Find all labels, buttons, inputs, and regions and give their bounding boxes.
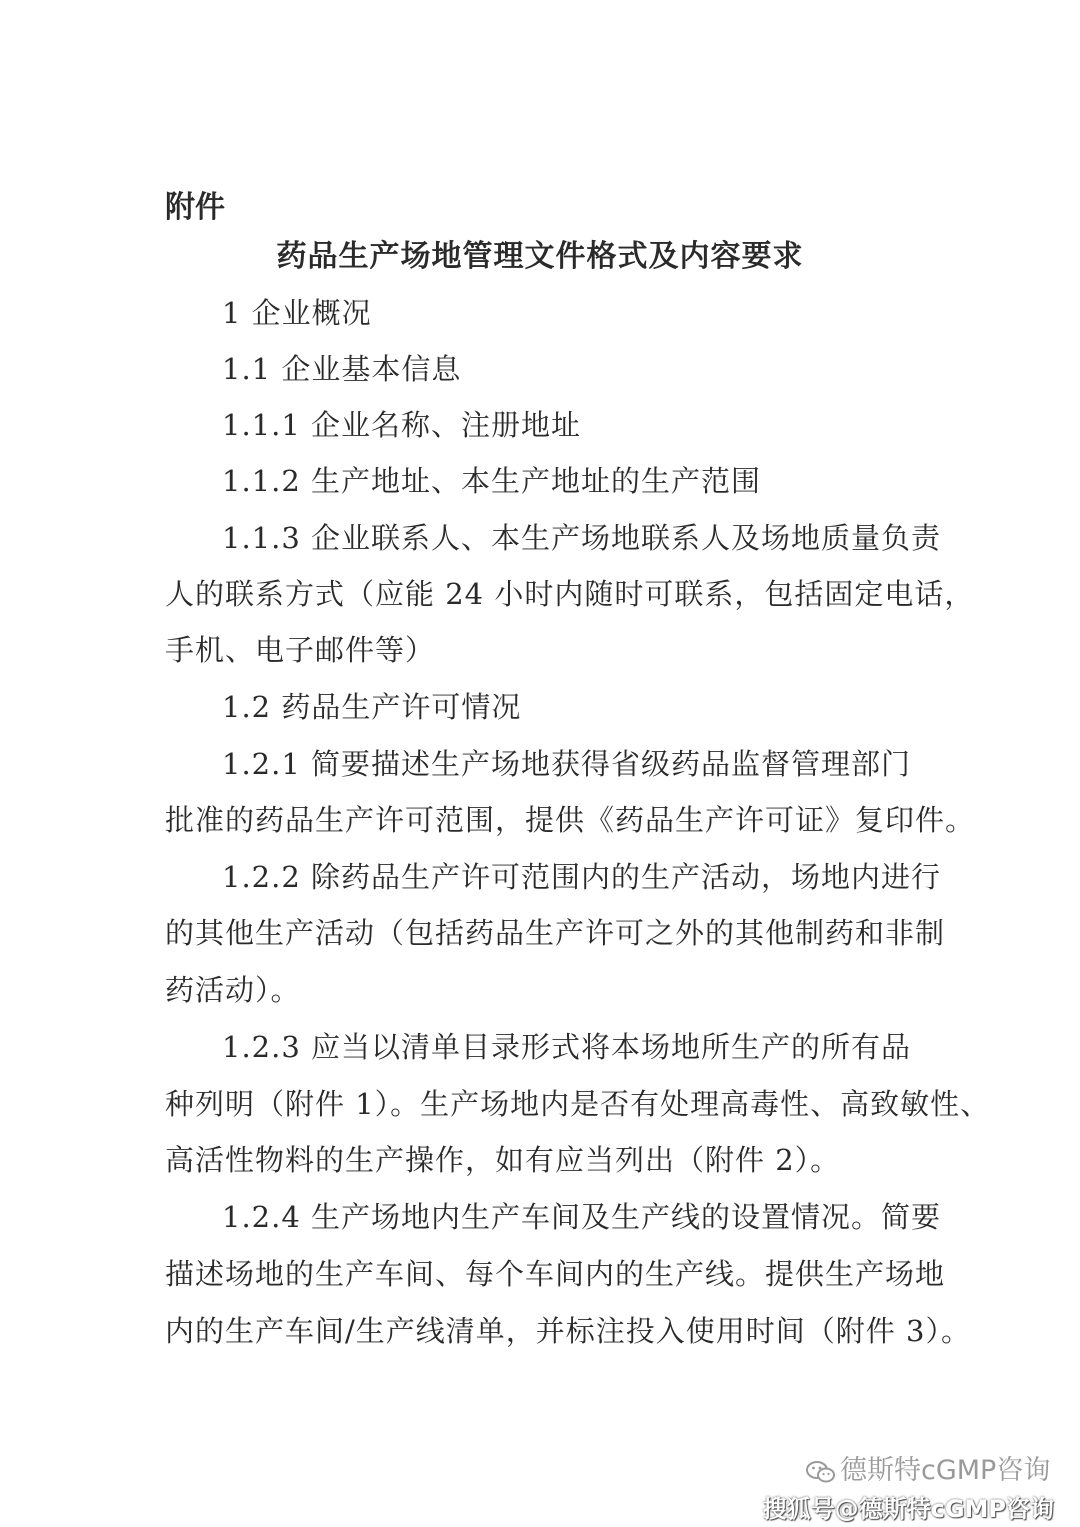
item-1-1-1: 1.1.1 企业名称、注册地址	[222, 408, 582, 442]
document-title: 药品生产场地管理文件格式及内容要求	[276, 239, 804, 274]
section-1-1-heading: 1.1 企业基本信息	[222, 352, 462, 386]
item-1-2-3-line-1: 1.2.3 应当以清单目录形式将本场地所生产的所有品	[222, 1030, 912, 1064]
item-1-2-2-line-1: 1.2.2 除药品生产许可范围内的生产活动，场地内进行	[222, 860, 942, 894]
channel-watermark	[806, 1455, 1050, 1487]
item-1-2-1-line-2: 批准的药品生产许可范围，提供《药品生产许可证》复印件。	[165, 803, 976, 837]
sohu-watermark: 搜狐号@德斯特cGMP咨询	[762, 1495, 1054, 1523]
channel-watermark-text: 德斯特cGMP咨询	[840, 1455, 1051, 1486]
item-1-1-2: 1.1.2 生产地址、本生产地址的生产范围	[222, 464, 762, 498]
item-1-2-4-line-1: 1.2.4 生产场地内生产车间及生产线的设置情况。简要	[222, 1200, 942, 1234]
item-1-1-3-line-2: 人的联系方式（应能 24 小时内随时可联系，包括固定电话，	[165, 577, 975, 611]
item-1-2-3-line-2: 种列明（附件 1）。生产场地内是否有处理高毒性、高致敏性、	[165, 1087, 991, 1121]
item-1-1-3-line-1: 1.1.3 企业联系人、本生产场地联系人及场地质量负责	[222, 521, 942, 555]
item-1-1-3-line-3: 手机、电子邮件等）	[165, 633, 436, 667]
item-1-2-3-line-3: 高活性物料的生产操作，如有应当列出（附件 2）。	[165, 1143, 841, 1177]
section-1-2-heading: 1.2 药品生产许可情况	[222, 690, 522, 724]
item-1-2-2-line-2: 的其他生产活动（包括药品生产许可之外的其他制药和非制	[165, 916, 946, 950]
section-1-heading: 1 企业概况	[222, 296, 372, 330]
attachment-label: 附件	[165, 190, 225, 225]
wechat-icon	[806, 1460, 836, 1484]
item-1-2-1-line-1: 1.2.1 简要描述生产场地获得省级药品监督管理部门	[222, 747, 912, 781]
item-1-2-4-line-3: 内的生产车间/生产线清单，并标注投入使用时间（附件 3）。	[165, 1314, 971, 1348]
item-1-2-2-line-3: 药活动）。	[165, 973, 301, 1007]
item-1-2-4-line-2: 描述场地的生产车间、每个车间内的生产线。提供生产场地	[165, 1257, 946, 1291]
